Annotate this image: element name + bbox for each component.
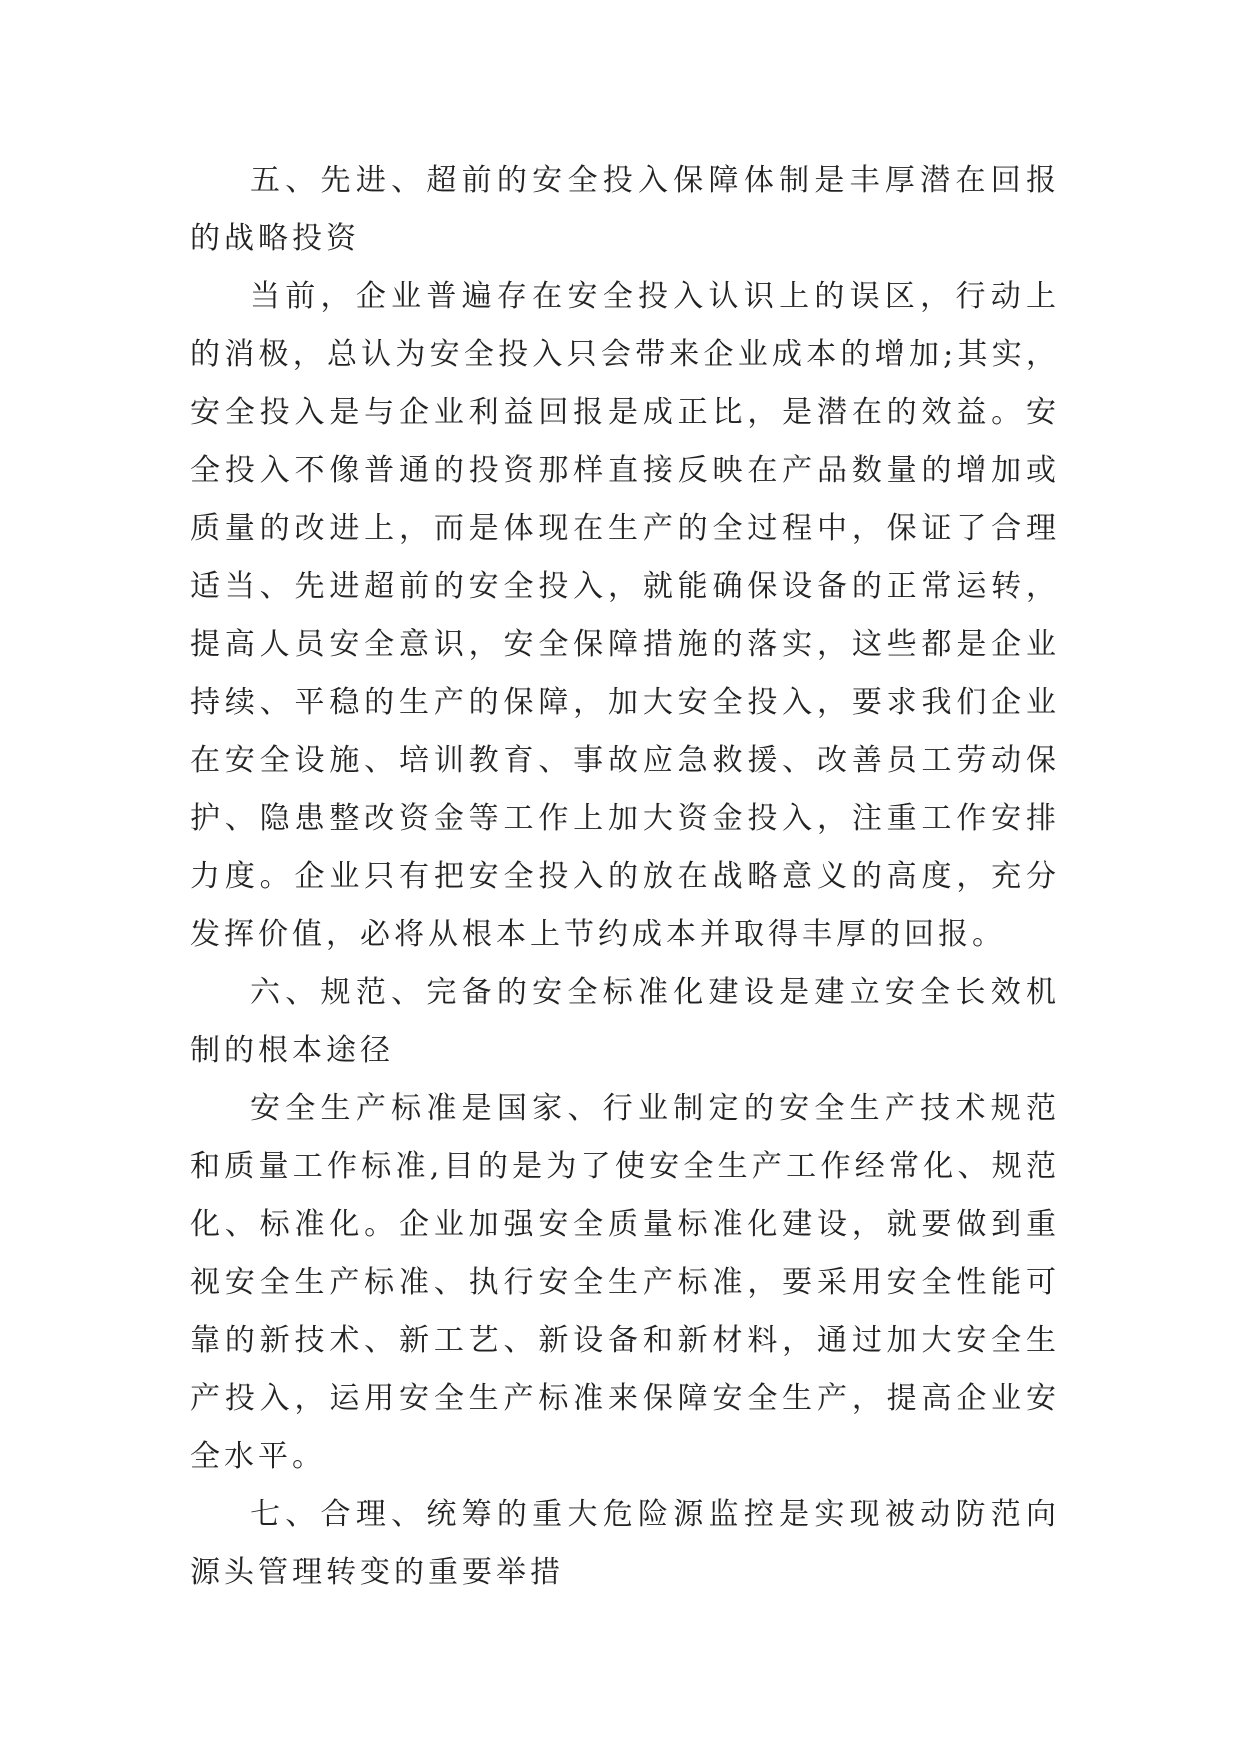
section-heading-7: 七、合理、统筹的重大危险源监控是实现被动防范向源头管理转变的重要举措 bbox=[190, 1497, 1060, 1590]
section-heading-6: 六、规范、完备的安全标准化建设是建立安全长效机制的根本途径 bbox=[190, 975, 1060, 1068]
section-heading-5: 五、先进、超前的安全投入保障体制是丰厚潜在回报的战略投资 bbox=[190, 163, 1060, 256]
document-body bbox=[190, 152, 1060, 1602]
body-paragraph-safety-standards: 安全生产标准是国家、行业制定的安全生产技术规范和质量工作标准,目的是为了使安全生产工作经常化、规范化、标准化。企业加强安全质量标准化建设，就要做到重视安全生产标准、执行安全生产标准，要采用安全性能可靠的新技术、新工艺、新设备和新材料，通过加大安全生产投入，运用安全生产标准来保障安全生产，提高企业安全水平。 bbox=[190, 1091, 1060, 1474]
body-paragraph-safety-investment: 当前，企业普遍存在安全投入认识上的误区，行动上的消极，总认为安全投入只会带来企业成本的增加;其实，安全投入是与企业利益回报是成正比，是潜在的效益。安全投入不像普通的投资那样直接反映在产品数量的增加或质量的改进上，而是体现在生产的全过程中，保证了合理适当、先进超前的安全投入，就能确保设备的正常运转，提高人员安全意识，安全保障措施的落实，这些都是企业持续、平稳的生产的保障，加大安全投入，要求我们企业在安全设施、培训教育、事故应急救援、改善员工劳动保护、隐患整改资金等工作上加大资金投入，注重工作安排力度。企业只有把安全投入的放在战略意义的高度，充分发挥价值，必将从根本上节约成本并取得丰厚的回报。 bbox=[190, 279, 1060, 952]
